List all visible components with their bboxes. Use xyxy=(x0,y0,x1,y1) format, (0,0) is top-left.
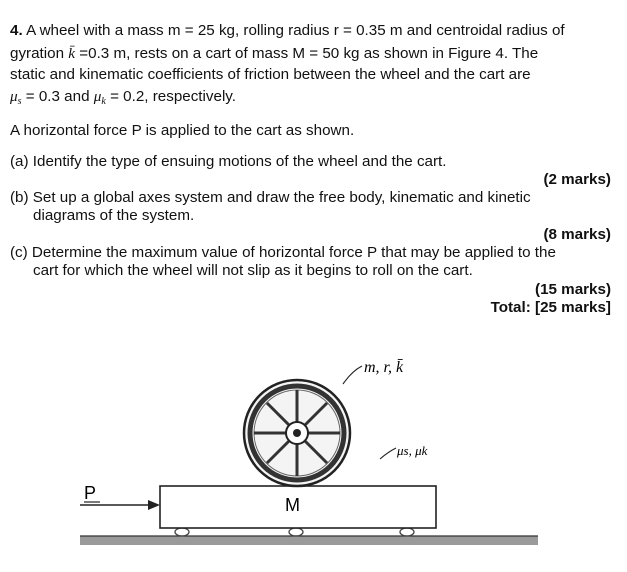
friction-label: μs, μk xyxy=(397,443,428,458)
wheel xyxy=(244,380,350,486)
problem-text-4a: = 0.3 and xyxy=(25,88,90,105)
figure-4 xyxy=(0,335,627,572)
kbar-symbol: k̄ xyxy=(68,45,76,62)
part-a-marks: (2 marks) xyxy=(543,171,611,188)
mu-s-subscript: s xyxy=(17,96,22,107)
mu-s-symbol: μ xyxy=(10,88,18,105)
problem-line-1 xyxy=(10,21,565,40)
problem-text-2b: =0.3 m, rests on a cart of mass M = 50 kg as shown in Figure 4. The xyxy=(79,45,539,62)
problem-text-4b: = 0.2, respectively. xyxy=(110,88,236,105)
ground-surface xyxy=(80,536,538,545)
problem-line-3: static and kinematic coefficients of friction between the wheel and the cart are xyxy=(10,66,531,83)
problem-line-2 xyxy=(10,44,538,63)
wheel-label: m, r, k̄ xyxy=(364,359,404,376)
part-c-text-2: cart for which the wheel will not slip as it begins to roll on the cart. xyxy=(33,262,473,279)
problem-number: 4. xyxy=(10,22,23,39)
part-c-text-1: (c) Determine the maximum value of horizontal force P that may be applied to the xyxy=(10,244,556,261)
cart-label: M xyxy=(285,495,300,515)
total-marks: Total: [25 marks] xyxy=(490,299,611,316)
part-b-text-1: (b) Set up a global axes system and draw the free body, kinematic and kinetic xyxy=(10,189,531,206)
mu-k-symbol: μ xyxy=(93,88,102,105)
problem-text-1: A wheel with a mass m = 25 kg, rolling radius r = 0.35 m and centroidal radius of xyxy=(26,22,565,39)
cart-wheels xyxy=(175,528,414,536)
part-b-text-2: diagrams of the system. xyxy=(33,207,195,224)
problem-line-4 xyxy=(10,87,236,111)
problem-text-2a: gyration xyxy=(10,45,65,62)
part-b-marks: (8 marks) xyxy=(543,226,611,243)
force-label: P xyxy=(84,483,97,503)
mu-k-subscript: k xyxy=(101,96,106,107)
part-a-text: (a) Identify the type of ensuing motions of the wheel and the cart. xyxy=(10,153,447,170)
force-statement: A horizontal force P is applied to the cart as shown. xyxy=(10,122,355,139)
part-c-marks: (15 marks) xyxy=(535,281,611,298)
